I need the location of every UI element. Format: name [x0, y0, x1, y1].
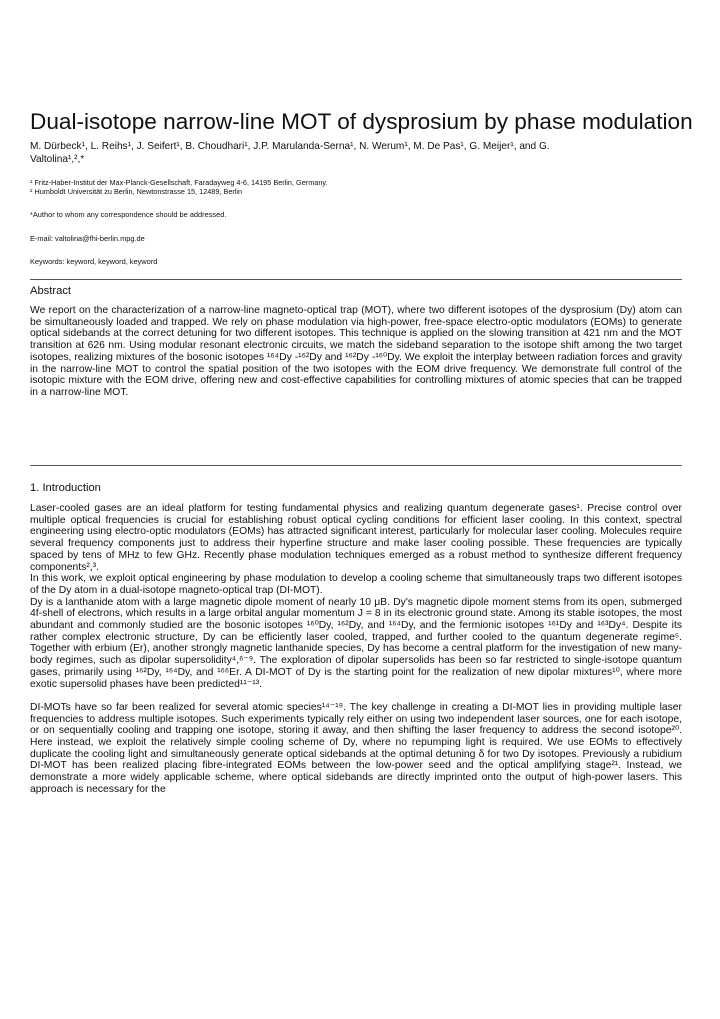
intro-text	[30, 503, 682, 796]
paper-title: Dual-isotope narrow-line MOT of dysprosium by phase modulation	[30, 109, 693, 134]
divider-bottom	[30, 465, 682, 466]
email-line: E-mail: valtolina@fhi-berlin.mpg.de	[30, 234, 145, 243]
intro-paragraph-2: In this work, we exploit optical engineering by phase modulation to develop a cooling scheme that simultaneously traps two different isotopes of the Dy atom in a dual-isotope magneto-optical trap (DI-MOT).	[30, 573, 682, 596]
author-list	[30, 141, 682, 166]
affiliations	[30, 178, 682, 197]
correspondence-note: *Author to whom any correspondence should be addressed.	[30, 210, 227, 219]
divider-top	[30, 279, 682, 280]
intro-paragraph-1: Laser-cooled gases are an ideal platform for testing fundamental physics and realizing quantum degenerate gases¹. Precise control over multiple optical frequencies is crucial for establishing robust optical cycling conditions for efficient laser cooling. In this context, spectral engineering using electro-optic modulators (EOMs) has attracted significant interest, particularly for molecular laser cooling. Molecules require several frequency components just to address their hyperfine structure and make laser cooling possible. These frequencies are typically spaced by tens of MHz to few GHz. Recently phase modulation techniques emerged as a robust method to synthesize different frequency components²,³.	[30, 503, 682, 573]
keywords-line: Keywords: keyword, keyword, keyword	[30, 257, 158, 266]
abstract-text	[30, 305, 682, 399]
intro-heading: 1. Introduction	[30, 482, 101, 494]
abstract-heading: Abstract	[30, 285, 72, 297]
affiliation-1: ¹ Fritz-Haber-Institut der Max-Planck-Gesellschaft, Faradayweg 4-6, 14195 Berlin, Germany.	[30, 178, 328, 187]
paragraph-gap	[30, 690, 682, 702]
abstract-paragraph: We report on the characterization of a narrow-line magneto-optical trap (MOT), where two different isotopes of the dysprosium (Dy) atom can be simultaneously loaded and trapped. We rely on phase modulation via high-power, free-space electro-optic modulators (EOMs) to generate optical sidebands at the correct detuning for two different isotopes. This technique is applied on the slowing transition at 421 nm and the MOT transition at 626 nm. Using modular resonant electronic circuits, we match the sideband separation to the isotope shift among the two target isotopes, realizing mixtures of the bosonic isotopes ¹⁶⁴Dy -¹⁶²Dy and ¹⁶²Dy -¹⁶⁰Dy. We exploit the interplay between radiation forces and gravity in the narrow-line MOT to control the spatial position of the two isotopes with the EOM drive frequency. We demonstrate full control of the isotopic mixture with the EOM drive, offering new and cost-effective capabilities for controlling mixtures of atomic species that can be trapped in a narrow-line MOT.	[30, 305, 682, 398]
intro-paragraph-4: DI-MOTs have so far been realized for several atomic species¹⁴⁻¹⁹. The key challenge in creating a DI-MOT lies in providing multiple laser frequencies to address multiple isotopes. Such experiments typically rely either on using two independent laser sources, one for each isotope, or on sequentially cooling and trapping one isotope, storing it away, and then shifting the laser frequency to address the second isotope²⁰. Here instead, we exploit the relatively simple cooling scheme of Dy, where no repumping light is required. We use EOMs to effectively duplicate the cooling light and simultaneously generate optical sidebands at the optimal detuning δ for two Dy isotopes. Previously a rubidium DI-MOT has been realized placing fibre-integrated EOMs between the low-power seed and the optical amplifying stage²¹. Instead, we demonstrate a more widely applicable scheme, where optical sidebands are directly imprinted onto the output of high-power lasers. This approach is necessary for the	[30, 701, 682, 795]
intro-paragraph-3: Dy is a lanthanide atom with a large magnetic dipole moment of nearly 10 μB. Dy's magnetic dipole moment stems from its open, submerged 4f-shell of electrons, which results in a large orbital angular momentum J = 8 in its electronic ground state. Among its stable isotopes, the most abundant and commonly studied are the bosonic isotopes ¹⁶⁰Dy, ¹⁶²Dy, and ¹⁶⁴Dy, and the fermionic isotopes ¹⁶¹Dy and ¹⁶³Dy⁴. Despite its rather complex electronic structure, Dy can be efficiently laser cooled, trapped, and further cooled to the quantum degenerate regime⁵. Together with erbium (Er), another strongly magnetic lanthanide species, Dy has become a central platform for the investigation of new many-body regimes, such as dipolar supersolidity⁴,⁶⁻⁹. The exploration of dipolar supersolids has been so far restricted to single-isotope quantum gases, primarily using ¹⁶²Dy, ¹⁶⁴Dy, and ¹⁶⁶Er. A DI-MOT of Dy is the starting point for the realization of new dipolar mixtures¹⁰, where more exotic supersolid phases have been predicted¹¹⁻¹³.	[30, 596, 682, 690]
affiliation-2: ² Humboldt Universität zu Berlin, Newtonstrasse 15, 12489, Berlin	[30, 187, 243, 197]
author-line-1: M. Dürbeck¹, L. Reihs¹, J. Seifert¹, B. Choudhari¹, J.P. Marulanda-Serna¹, N. Werum¹, M. De Pas¹, G. Meijer¹, and G.	[30, 141, 550, 152]
author-line-2: Valtolina¹,²,*	[30, 153, 85, 165]
